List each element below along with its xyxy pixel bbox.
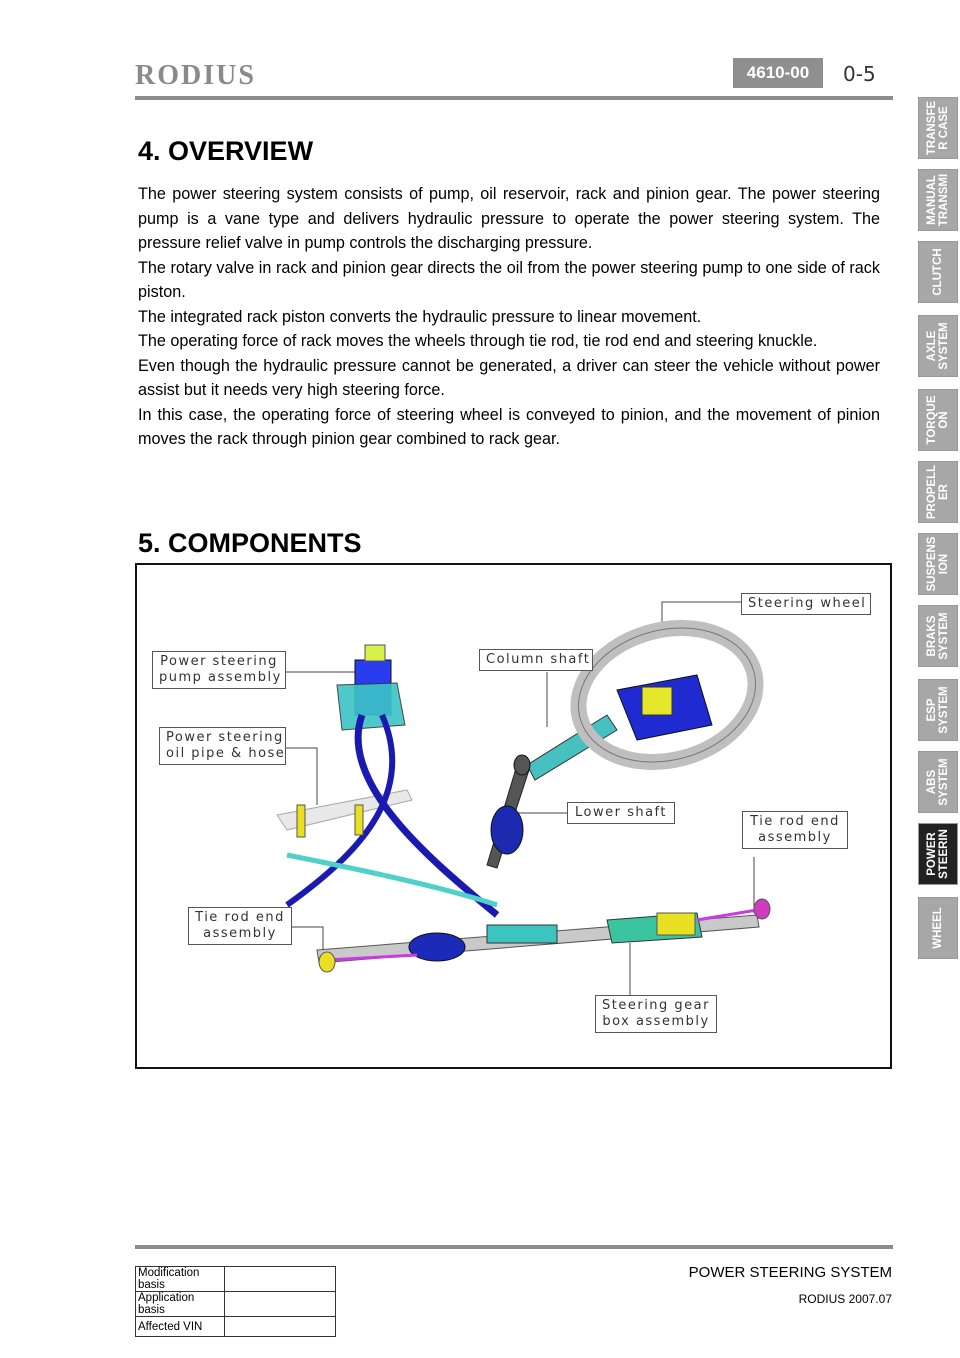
modification-basis-label: Modification basis bbox=[136, 1267, 225, 1292]
footer-divider bbox=[135, 1245, 893, 1249]
side-tab-10[interactable] bbox=[918, 823, 958, 885]
side-tab-label: BRAKS SYSTEM bbox=[926, 612, 950, 660]
footer-subtitle: RODIUS 2007.07 bbox=[798, 1292, 892, 1306]
callout-pump-assembly: Power steering pump assembly bbox=[152, 651, 286, 689]
side-tab-label: WHEEL bbox=[932, 907, 944, 949]
callout-steering-gear-box: Steering gear box assembly bbox=[595, 995, 717, 1033]
callout-lower-shaft: Lower shaft bbox=[567, 802, 675, 824]
overview-paragraph: Even though the hydraulic pressure cannot be generated, a driver can steer the vehicle without power assist but it needs very high steering force. bbox=[138, 356, 880, 399]
header-divider bbox=[135, 96, 893, 100]
components-figure bbox=[135, 563, 892, 1069]
overview-body bbox=[138, 182, 880, 452]
overview-paragraph: The integrated rack piston converts the hydraulic pressure to linear movement. bbox=[138, 307, 702, 326]
side-tab-3[interactable] bbox=[918, 315, 958, 377]
callout-steering-wheel: Steering wheel bbox=[741, 593, 871, 615]
application-basis-value bbox=[225, 1292, 336, 1317]
callout-tie-rod-end-right: Tie rod end assembly bbox=[742, 811, 848, 849]
side-tab-4[interactable] bbox=[918, 389, 958, 451]
side-tab-label: SUSPENS ION bbox=[926, 536, 950, 592]
callout-column-shaft: Column shaft bbox=[479, 649, 593, 671]
side-tab-8[interactable] bbox=[918, 679, 958, 741]
side-tab-0[interactable] bbox=[918, 97, 958, 159]
overview-paragraph: The rotary valve in rack and pinion gear directs the oil from the power steering pump to one side of rack piston. bbox=[138, 258, 880, 301]
table-row bbox=[136, 1317, 336, 1337]
modification-basis-value bbox=[225, 1267, 336, 1292]
side-tab-label: POWER STEERIN bbox=[926, 829, 950, 879]
affected-vin-label: Affected VIN bbox=[136, 1317, 225, 1337]
side-tab-2[interactable] bbox=[918, 241, 958, 303]
side-tab-label: TORQUE ON bbox=[926, 395, 950, 445]
side-tab-label: AXLE SYSTEM bbox=[926, 322, 950, 370]
overview-paragraph: In this case, the operating force of steering wheel is conveyed to pinion, and the movement of pinion moves the rack through pinion gear combined to rack gear. bbox=[138, 405, 880, 448]
side-tab-label: ESP SYSTEM bbox=[926, 686, 950, 734]
side-tab-label: PROPELL ER bbox=[926, 464, 950, 520]
footer-title: POWER STEERING SYSTEM bbox=[688, 1264, 892, 1281]
side-tab-6[interactable] bbox=[918, 533, 958, 595]
callout-tie-rod-end-left: Tie rod end assembly bbox=[188, 907, 292, 945]
brand-logo: RODIUS bbox=[135, 60, 256, 91]
components-heading: 5. COMPONENTS bbox=[138, 528, 362, 558]
side-tab-9[interactable] bbox=[918, 751, 958, 813]
section-code-badge: 4610-00 bbox=[733, 58, 823, 88]
callout-oil-pipe-hose: Power steering oil pipe & hose bbox=[159, 727, 286, 765]
overview-paragraph: The operating force of rack moves the wheels through tie rod, tie rod end and steering knuckle. bbox=[138, 332, 818, 350]
side-tab-11[interactable] bbox=[918, 897, 958, 959]
overview-paragraph: The power steering system consists of pump, oil reservoir, rack and pinion gear. The power steering pump is a vane type and delivers hydraulic pressure to operate the power steering system. The pressure relief valve in pump controls the discharging pressure. bbox=[138, 185, 880, 252]
side-tab-label: ABS SYSTEM bbox=[926, 758, 950, 806]
side-tab-label: MANUAL TRANSMI bbox=[926, 173, 950, 227]
application-basis-label: Application basis bbox=[136, 1292, 225, 1317]
side-tab-label: CLUTCH bbox=[932, 248, 944, 296]
side-tab-1[interactable] bbox=[918, 169, 958, 231]
page-number: 0-5 bbox=[843, 62, 876, 86]
overview-heading: 4. OVERVIEW bbox=[138, 136, 314, 166]
table-row bbox=[136, 1267, 336, 1292]
side-tab-label: TRANSFE R CASE bbox=[926, 100, 950, 156]
side-tab-7[interactable] bbox=[918, 605, 958, 667]
modification-table bbox=[135, 1266, 336, 1337]
table-row bbox=[136, 1292, 336, 1317]
side-tab-5[interactable] bbox=[918, 461, 958, 523]
affected-vin-value bbox=[225, 1317, 336, 1337]
